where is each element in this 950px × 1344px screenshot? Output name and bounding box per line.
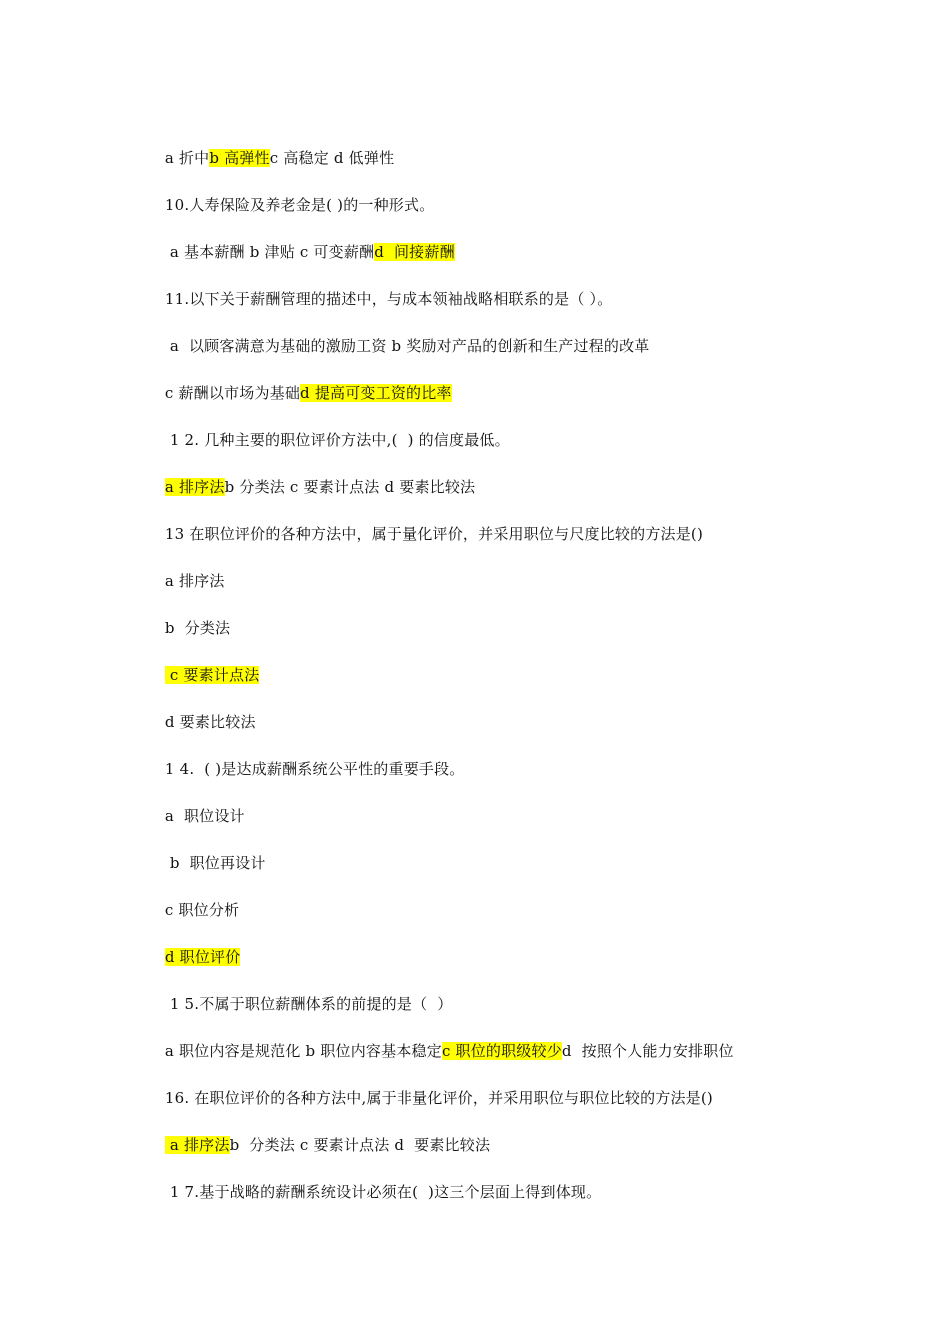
text-run: 1 7.基于战略的薪酬系统设计必须在( )这三个层面上得到体现。 bbox=[164, 1183, 602, 1201]
text-run: a 排序法 bbox=[164, 572, 225, 590]
highlighted-answer: b 高弹性 bbox=[209, 149, 270, 167]
text-run: b 分类法 bbox=[164, 619, 231, 637]
text-run: 11.以下关于薪酬管理的描述中，与成本领袖战略相联系的是（ ）。 bbox=[164, 290, 613, 308]
text-run: 13 在职位评价的各种方法中，属于量化评价，并采用职位与尺度比较的方法是() bbox=[164, 525, 704, 543]
highlighted-answer: c 职位的职级较少 bbox=[441, 1042, 562, 1060]
highlighted-answer: d 提高可变工资的比率 bbox=[300, 384, 452, 402]
text-run: a 职位内容是规范化 b 职位内容基本稳定 bbox=[164, 1042, 442, 1060]
text-run: b 职位再设计 bbox=[164, 854, 266, 872]
highlighted-answer: a 排序法 bbox=[164, 1136, 230, 1154]
text-run: a 职位设计 bbox=[164, 807, 245, 825]
text-run: 1 5.不属于职位薪酬体系的前提的是（ ） bbox=[164, 995, 453, 1013]
text-run: b 分类法 c 要素计点法 d 要素比较法 bbox=[224, 478, 476, 496]
text-run: 10.人寿保险及养老金是( )的一种形式。 bbox=[164, 196, 435, 214]
question-line bbox=[145, 1162, 601, 1222]
highlighted-answer: c 要素计点法 bbox=[164, 666, 260, 684]
text-run: c 职位分析 bbox=[164, 901, 240, 919]
text-run: c 薪酬以市场为基础 bbox=[164, 384, 301, 402]
text-run: a 折中 bbox=[164, 149, 210, 167]
highlighted-answer: d 间接薪酬 bbox=[374, 243, 455, 261]
text-run: 1 2. 几种主要的职位评价方法中,( ) 的信度最低。 bbox=[164, 431, 510, 449]
highlighted-answer: a 排序法 bbox=[164, 478, 225, 496]
text-run: 16. 在职位评价的各种方法中,属于非量化评价，并采用职位与职位比较的方法是() bbox=[164, 1089, 713, 1107]
text-run: d 要素比较法 bbox=[164, 713, 256, 731]
text-run: b 分类法 c 要素计点法 d 要素比较法 bbox=[229, 1136, 491, 1154]
text-run: d 按照个人能力安排职位 bbox=[561, 1042, 734, 1060]
text-run: c 高稳定 d 低弹性 bbox=[269, 149, 395, 167]
text-run: a 基本薪酬 b 津贴 c 可变薪酬 bbox=[164, 243, 375, 261]
highlighted-answer: d 职位评价 bbox=[164, 948, 241, 966]
text-run: 1 4. ( )是达成薪酬系统公平性的重要手段。 bbox=[164, 760, 465, 778]
question-line bbox=[145, 504, 703, 564]
text-run: a 以顾客满意为基础的激励工资 b 奖励对产品的创新和生产过程的改革 bbox=[164, 337, 650, 355]
